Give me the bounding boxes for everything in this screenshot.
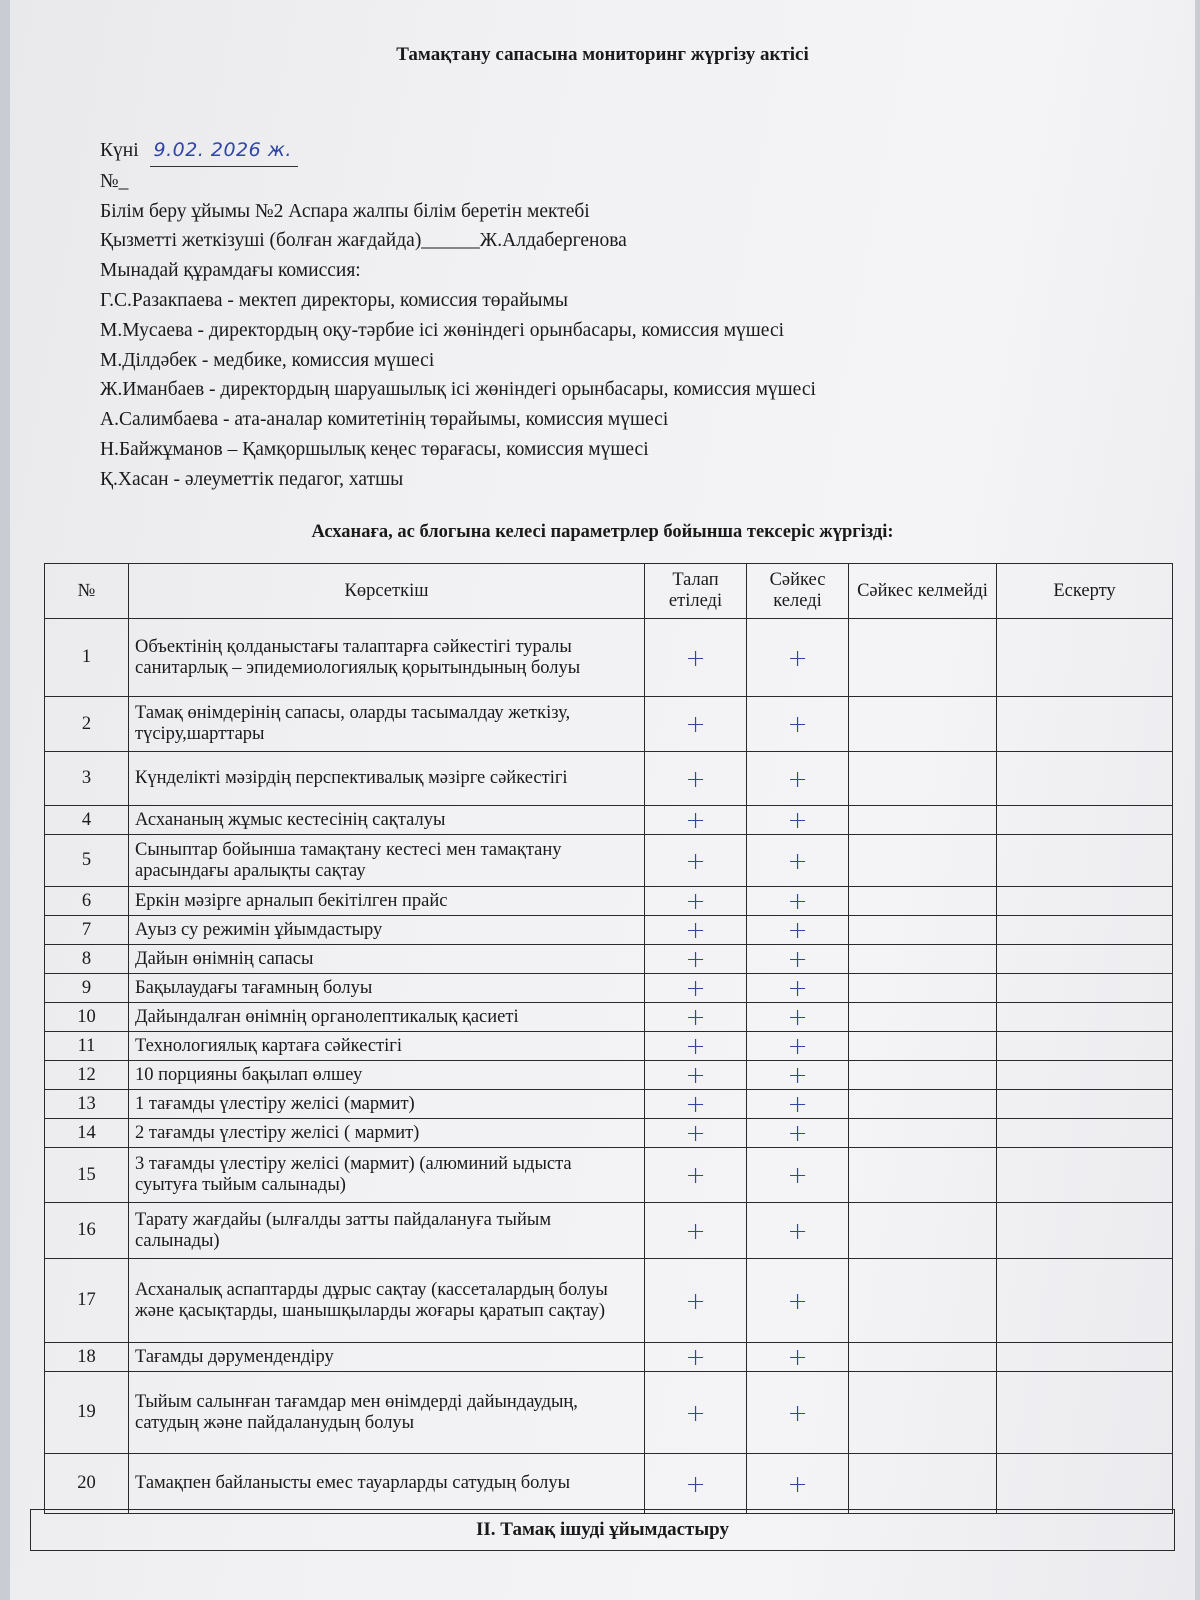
compliant-mark: + — [747, 974, 849, 1003]
table-header-row — [45, 564, 1173, 619]
row-number: 16 — [45, 1203, 129, 1259]
row-indicator: 2 тағамды үлестіру желісі ( мармит) — [129, 1119, 645, 1148]
required-mark: + — [645, 1061, 747, 1090]
row-indicator: Асханалық аспаптарды дұрыс сақтау (кассеталардың болуы және қасықтарды, шанышқыларды жоғары қаратып сақтау) — [129, 1259, 645, 1343]
row-indicator: Дайындалған өнімнің органолептикалық қасиеті — [129, 1003, 645, 1032]
table-row — [45, 619, 1173, 697]
row-number: 9 — [45, 974, 129, 1003]
header-required: Талап етіледі — [645, 564, 747, 619]
noncompliant-mark — [849, 974, 997, 1003]
table-row — [45, 1372, 1173, 1454]
compliant-mark: + — [747, 806, 849, 835]
row-number: 18 — [45, 1343, 129, 1372]
row-number: 10 — [45, 1003, 129, 1032]
compliant-mark: + — [747, 1343, 849, 1372]
required-mark: + — [645, 945, 747, 974]
table-row — [45, 974, 1173, 1003]
row-note — [997, 1148, 1173, 1203]
noncompliant-mark — [849, 619, 997, 697]
row-number: 20 — [45, 1454, 129, 1514]
required-mark: + — [645, 1259, 747, 1343]
commission-member: Ж.Иманбаев - директордың шаруашылық ісі жөніндегі орынбасары, комиссия мүшесі — [100, 379, 816, 401]
row-indicator: 10 порцияны бақылап өлшеу — [129, 1061, 645, 1090]
number-line: №_ — [100, 170, 129, 192]
table-row — [45, 945, 1173, 974]
table-row — [45, 916, 1173, 945]
table-row — [45, 1148, 1173, 1203]
row-indicator: 3 тағамды үлестіру желісі (мармит) (алюминий ыдыста суытуға тыйым салынады) — [129, 1148, 645, 1203]
required-mark: + — [645, 835, 747, 887]
document-header-info — [100, 136, 816, 495]
row-note — [997, 1090, 1173, 1119]
date-line — [100, 136, 816, 167]
compliant-mark: + — [747, 945, 849, 974]
required-mark: + — [645, 1032, 747, 1061]
noncompliant-mark — [849, 1454, 997, 1514]
compliant-mark: + — [747, 697, 849, 752]
noncompliant-mark — [849, 697, 997, 752]
row-number: 17 — [45, 1259, 129, 1343]
required-mark: + — [645, 697, 747, 752]
noncompliant-mark — [849, 1061, 997, 1090]
table-row — [45, 887, 1173, 916]
required-mark: + — [645, 974, 747, 1003]
table-row — [45, 1259, 1173, 1343]
noncompliant-mark — [849, 752, 997, 806]
noncompliant-mark — [849, 1090, 997, 1119]
noncompliant-mark — [849, 1032, 997, 1061]
required-mark: + — [645, 1003, 747, 1032]
row-note — [997, 1343, 1173, 1372]
row-indicator: Асхананың жұмыс кестесінің сақталуы — [129, 806, 645, 835]
row-number: 1 — [45, 619, 129, 697]
row-indicator: Дайын өнімнің сапасы — [129, 945, 645, 974]
row-number: 6 — [45, 887, 129, 916]
row-number: 5 — [45, 835, 129, 887]
date-label: Күні — [100, 140, 139, 161]
noncompliant-mark — [849, 945, 997, 974]
row-indicator: Еркін мәзірге арналып бекітілген прайс — [129, 887, 645, 916]
noncompliant-mark — [849, 1148, 997, 1203]
required-mark: + — [645, 916, 747, 945]
header-indicator: Көрсеткіш — [129, 564, 645, 619]
row-number: 4 — [45, 806, 129, 835]
noncompliant-mark — [849, 1203, 997, 1259]
inspection-table — [44, 563, 1173, 1514]
table-row — [45, 1203, 1173, 1259]
required-mark: + — [645, 752, 747, 806]
required-mark: + — [645, 1119, 747, 1148]
table-row — [45, 1343, 1173, 1372]
row-note — [997, 619, 1173, 697]
commission-intro: Мынадай құрамдағы комиссия: — [100, 260, 361, 282]
commission-member: Г.С.Разакпаева - мектеп директоры, комиссия төрайымы — [100, 289, 568, 311]
row-note — [997, 1061, 1173, 1090]
document-page — [10, 0, 1195, 1600]
compliant-mark: + — [747, 835, 849, 887]
noncompliant-mark — [849, 1003, 997, 1032]
commission-member: Қ.Хасан - әлеуметтік педагог, хатшы — [100, 468, 404, 490]
noncompliant-mark — [849, 806, 997, 835]
noncompliant-mark — [849, 916, 997, 945]
row-note — [997, 697, 1173, 752]
table-row — [45, 1090, 1173, 1119]
required-mark: + — [645, 1343, 747, 1372]
table-row — [45, 752, 1173, 806]
row-indicator: Тағамды дәрумендендіру — [129, 1343, 645, 1372]
required-mark: + — [645, 1090, 747, 1119]
required-mark: + — [645, 1148, 747, 1203]
row-number: 8 — [45, 945, 129, 974]
row-note — [997, 752, 1173, 806]
noncompliant-mark — [849, 1343, 997, 1372]
handwritten-date: 9.02. 2026 ж. — [150, 136, 298, 167]
required-mark: + — [645, 1454, 747, 1514]
compliant-mark: + — [747, 887, 849, 916]
supplier-line: Қызметті жеткізуші (болған жағдайда)______Ж.Алдабергенова — [100, 230, 627, 252]
row-note — [997, 1003, 1173, 1032]
required-mark: + — [645, 1203, 747, 1259]
row-number: 11 — [45, 1032, 129, 1061]
row-indicator: Тамақ өнімдерінің сапасы, оларды тасымалдау жеткізу, түсіру,шарттары — [129, 697, 645, 752]
row-note — [997, 1454, 1173, 1514]
row-note — [997, 1119, 1173, 1148]
row-note — [997, 1372, 1173, 1454]
commission-member: М.Ділдәбек - медбике, комиссия мүшесі — [100, 349, 435, 371]
row-indicator: Бақылаудағы тағамның болуы — [129, 974, 645, 1003]
row-number: 7 — [45, 916, 129, 945]
row-number: 14 — [45, 1119, 129, 1148]
row-number: 2 — [45, 697, 129, 752]
row-note — [997, 916, 1173, 945]
row-indicator: Объектінің қолданыстағы талаптарға сәйкестігі туралы санитарлық – эпидемиологиялық қорытындының болуы — [129, 619, 645, 697]
commission-member: Н.Байжұманов – Қамқоршылық кеңес төрағасы, комиссия мүшесі — [100, 438, 649, 460]
header-noncompliant: Сәйкес келмейді — [849, 564, 997, 619]
compliant-mark: + — [747, 916, 849, 945]
commission-members-list — [100, 286, 816, 495]
noncompliant-mark — [849, 887, 997, 916]
row-indicator: Күнделікті мәзірдің перспективалық мәзірге сәйкестігі — [129, 752, 645, 806]
commission-member: М.Мусаева - директордың оқу-тәрбие ісі жөніндегі орынбасары, комиссия мүшесі — [100, 319, 785, 341]
next-section-title: ІІ. Тамақ ішуді ұйымдастыру — [30, 1509, 1175, 1551]
required-mark: + — [645, 887, 747, 916]
row-number: 12 — [45, 1061, 129, 1090]
table-row — [45, 806, 1173, 835]
row-indicator: Тыйым салынған тағамдар мен өнімдерді дайындаудың, сатудың және пайдаланудың болуы — [129, 1372, 645, 1454]
noncompliant-mark — [849, 835, 997, 887]
row-note — [997, 945, 1173, 974]
noncompliant-mark — [849, 1372, 997, 1454]
noncompliant-mark — [849, 1119, 997, 1148]
row-note — [997, 835, 1173, 887]
row-indicator: Тамақпен байланысты емес тауарларды сатудың болуы — [129, 1454, 645, 1514]
row-number: 13 — [45, 1090, 129, 1119]
table-row — [45, 697, 1173, 752]
row-number: 3 — [45, 752, 129, 806]
required-mark: + — [645, 1372, 747, 1454]
compliant-mark: + — [747, 1259, 849, 1343]
row-number: 19 — [45, 1372, 129, 1454]
compliant-mark: + — [747, 1003, 849, 1032]
required-mark: + — [645, 619, 747, 697]
header-num: № — [45, 564, 129, 619]
compliant-mark: + — [747, 752, 849, 806]
row-indicator: Технологиялық картаға сәйкестігі — [129, 1032, 645, 1061]
compliant-mark: + — [747, 1203, 849, 1259]
row-note — [997, 974, 1173, 1003]
row-indicator: Тарату жағдайы (ылғалды затты пайдалануға тыйым салынады) — [129, 1203, 645, 1259]
table-row — [45, 1454, 1173, 1514]
row-indicator: Сыныптар бойынша тамақтану кестесі мен тамақтану арасындағы аралықты сақтау — [129, 835, 645, 887]
compliant-mark: + — [747, 1119, 849, 1148]
row-indicator: Ауыз су режимін ұйымдастыру — [129, 916, 645, 945]
table-row — [45, 835, 1173, 887]
organization-line: Білім беру ұйымы №2 Аспара жалпы білім беретін мектебі — [100, 200, 590, 222]
row-number: 15 — [45, 1148, 129, 1203]
section-title: Асханаға, ас блогына келесі параметрлер бойынша тексеріс жүргізді: — [311, 522, 894, 542]
table-row — [45, 1032, 1173, 1061]
required-mark: + — [645, 806, 747, 835]
header-note: Ескерту — [997, 564, 1173, 619]
compliant-mark: + — [747, 1148, 849, 1203]
compliant-mark: + — [747, 1090, 849, 1119]
compliant-mark: + — [747, 1061, 849, 1090]
compliant-mark: + — [747, 1454, 849, 1514]
document-title: Тамақтану сапасына мониторинг жүргізу актісі — [396, 44, 809, 65]
compliant-mark: + — [747, 1372, 849, 1454]
row-indicator: 1 тағамды үлестіру желісі (мармит) — [129, 1090, 645, 1119]
noncompliant-mark — [849, 1259, 997, 1343]
header-compliant: Сәйкес келеді — [747, 564, 849, 619]
row-note — [997, 1259, 1173, 1343]
row-note — [997, 1032, 1173, 1061]
row-note — [997, 1203, 1173, 1259]
row-note — [997, 806, 1173, 835]
compliant-mark: + — [747, 1032, 849, 1061]
commission-member: А.Салимбаева - ата-аналар комитетінің төрайымы, комиссия мүшесі — [100, 409, 669, 431]
table-row — [45, 1119, 1173, 1148]
table-row — [45, 1061, 1173, 1090]
row-note — [997, 887, 1173, 916]
compliant-mark: + — [747, 619, 849, 697]
table-row — [45, 1003, 1173, 1032]
